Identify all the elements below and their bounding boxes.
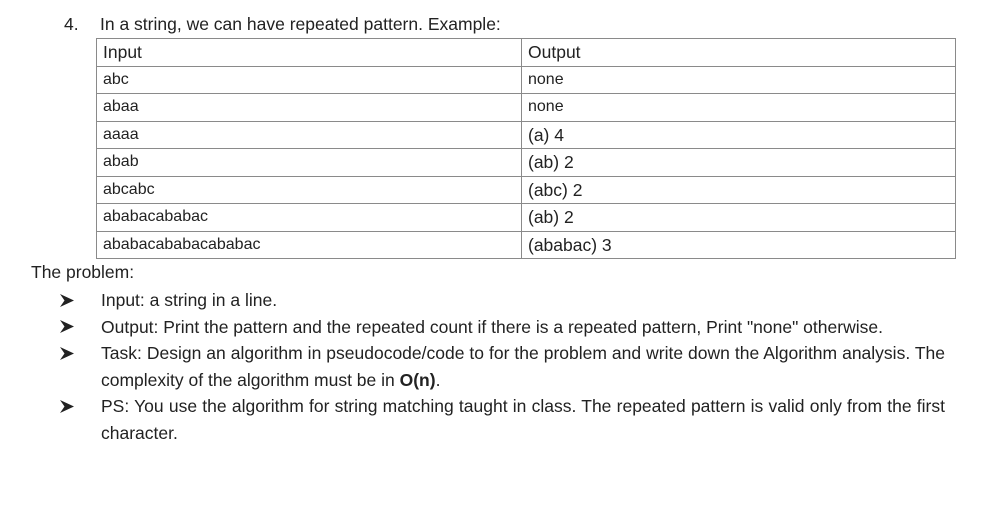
task-complexity: O(n) [399, 369, 436, 390]
arrowhead-bullet-icon [60, 314, 101, 341]
table-header-row [97, 39, 956, 67]
bullet-task [60, 340, 945, 393]
question-heading-text: In a string, we can have repeated pattern. Example: [100, 14, 501, 34]
question-number: 4. [64, 14, 79, 34]
cell-output: none [522, 94, 956, 122]
cell-output: (ab) 2 [522, 204, 956, 232]
table-row [97, 94, 956, 122]
table-row [97, 204, 956, 232]
table-row [97, 176, 956, 204]
table-row [97, 121, 956, 149]
question-heading [64, 11, 501, 37]
bullet-output [60, 314, 945, 341]
cell-input: ababacababacababac [97, 231, 522, 259]
table-row [97, 231, 956, 259]
bullet-task-text [101, 340, 945, 393]
cell-input: aaaa [97, 121, 522, 149]
problem-title: The problem: [31, 262, 135, 282]
arrowhead-bullet-icon [60, 340, 101, 367]
cell-input: abc [97, 66, 522, 94]
bullet-input-text: Input: a string in a line. [101, 290, 278, 310]
problem-bullet-list [60, 287, 945, 446]
table-row [97, 66, 956, 94]
bullet-output-text: Output: Print the pattern and the repeated count if there is a repeated pattern, Print "none" otherwise. [101, 316, 883, 337]
cell-output: (ababac) 3 [522, 231, 956, 259]
cell-output: (abc) 2 [522, 176, 956, 204]
arrowhead-bullet-icon [60, 287, 101, 314]
cell-output: (a) 4 [522, 121, 956, 149]
table-row [97, 149, 956, 177]
cell-input: abcabc [97, 176, 522, 204]
task-text-before: Task: Design an algorithm in pseudocode/code to for the problem and write down the Algorithm analysis. The complexity of the algorithm must be in [101, 343, 945, 390]
header-input: Input [97, 39, 522, 67]
cell-input: abaa [97, 94, 522, 122]
arrowhead-bullet-icon [60, 393, 101, 420]
cell-output: (ab) 2 [522, 149, 956, 177]
cell-input: ababacababac [97, 204, 522, 232]
task-text-after: . [435, 369, 441, 390]
bullet-input [60, 287, 945, 314]
examples-table [96, 38, 956, 259]
cell-output: none [522, 66, 956, 94]
cell-input: abab [97, 149, 522, 177]
bullet-ps-text: PS: You use the algorithm for string matching taught in class. The repeated pattern is valid only from the first character. [101, 396, 945, 443]
header-output: Output [522, 39, 956, 67]
bullet-ps [60, 393, 945, 446]
